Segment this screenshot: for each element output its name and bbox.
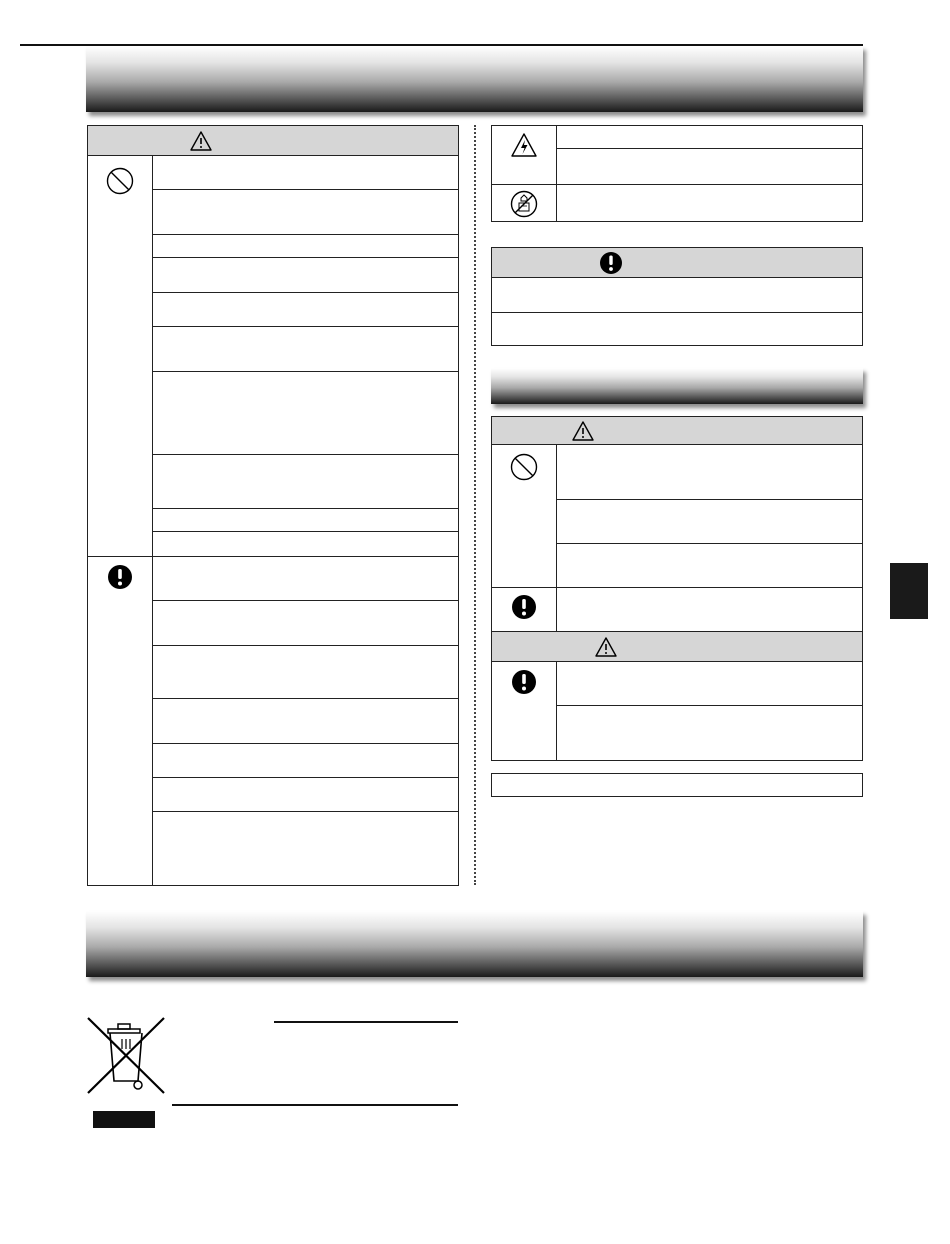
table-row [152,645,458,646]
bin-underbar [93,1111,155,1128]
warning-table-header [88,126,458,156]
table-row [152,811,458,812]
no-water-icon [509,189,539,219]
warning-triangle-icon [571,420,595,442]
table-row [152,326,458,327]
table-row [152,531,458,532]
table-row [152,508,458,509]
icon-column-divider [556,662,557,760]
table-row [152,698,458,699]
section-banner-safety [86,46,863,112]
table-row [556,543,862,544]
table-row [152,600,458,601]
disposal-top-rule [274,1021,458,1023]
caution-subheader [492,631,862,662]
crossed-out-wheelie-bin-icon [84,1015,168,1095]
icon-column-divider [556,126,557,221]
table-row [492,184,862,185]
table-row [152,189,458,190]
table-row [152,743,458,744]
table-row [152,371,458,372]
table-row [152,454,458,455]
table-row [152,777,458,778]
warning-table-left [87,125,459,886]
exclamation-circle-icon [107,564,133,590]
electrical-warning-table [491,125,863,222]
installation-warning-table [491,416,863,761]
table-row [556,499,862,500]
exclamation-circle-icon [511,594,537,620]
exclamation-circle-icon [599,251,623,275]
caution-table-header [492,248,862,278]
warning-triangle-icon [594,636,618,658]
warning-table-header [492,417,862,445]
caution-table [491,247,863,346]
note-box [491,773,863,797]
section-divider [88,556,458,557]
prohibition-circle-icon [509,452,539,482]
table-row [556,705,862,706]
exclamation-circle-icon [511,669,537,695]
chapter-side-tab [890,563,928,619]
table-row [152,234,458,235]
disposal-bottom-rule [172,1104,458,1106]
warning-triangle-icon [189,130,213,152]
electric-shock-triangle-icon [510,132,538,158]
icon-column-divider [152,156,153,885]
table-row [492,587,862,588]
table-row [556,148,862,149]
icon-column-divider [556,445,557,631]
column-separator [474,125,476,885]
section-banner-disposal [86,911,863,977]
table-row [152,257,458,258]
prohibition-circle-icon [105,166,135,196]
table-row [152,292,458,293]
section-banner-installation [491,368,863,404]
table-row [492,312,862,313]
